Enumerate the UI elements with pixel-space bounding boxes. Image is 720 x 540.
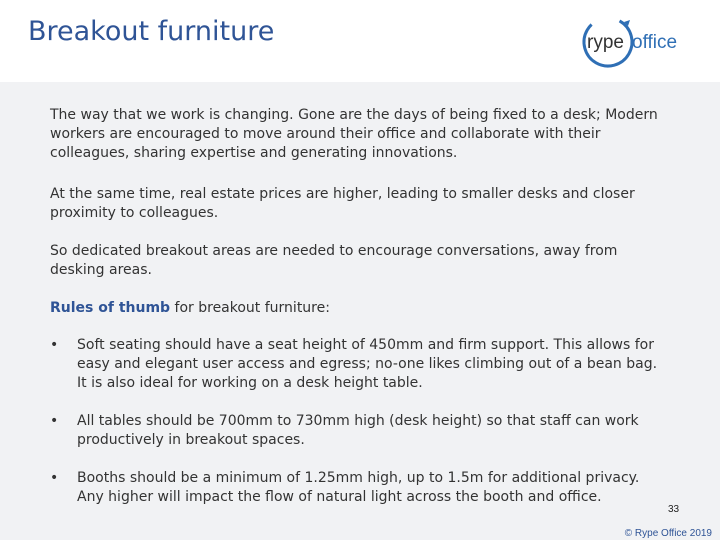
bullet-icon: • xyxy=(50,470,59,486)
bullet-icon: • xyxy=(50,413,59,429)
slide-body xyxy=(0,82,720,540)
rules-heading-bold: Rules of thumb xyxy=(50,300,171,316)
bullet-text: Booths should be a minimum of 1.25mm high, up to 1.5m for additional privacy. Any higher will impact the flow of natural light across the booth and office. xyxy=(77,470,640,505)
bullet-text: All tables should be 700mm to 730mm high (desk height) so that staff can work productively in breakout spaces. xyxy=(77,413,639,448)
logo-text-office: office xyxy=(632,32,678,53)
copyright-notice: © Rype Office 2019 xyxy=(624,528,712,539)
slide-title: Breakout furniture xyxy=(28,16,275,47)
rules-heading xyxy=(50,299,670,318)
rype-office-logo xyxy=(580,14,700,70)
rules-heading-rest: for breakout furniture: xyxy=(170,300,330,316)
logo-text-rype: rype xyxy=(587,32,624,53)
paragraph-intro: The way that we work is changing. Gone are the days of being fixed to a desk; Modern workers are encouraged to move around their office and collaborate with their colleagues, sharing expertise and generating innovations. xyxy=(50,107,658,161)
page-number: 33 xyxy=(668,504,680,515)
bullet-icon: • xyxy=(50,337,59,353)
paragraph-breakout-areas: So dedicated breakout areas are needed to encourage conversations, away from desking areas. xyxy=(50,243,618,278)
slide-header xyxy=(0,0,720,82)
paragraph-real-estate: At the same time, real estate prices are higher, leading to smaller desks and closer proximity to colleagues. xyxy=(50,186,635,221)
bullet-text: Soft seating should have a seat height of 450mm and firm support. This allows for easy and elegant user access and egress; no-one likes climbing out of a bean bag. It is also ideal for working on a desk height table. xyxy=(77,337,658,391)
